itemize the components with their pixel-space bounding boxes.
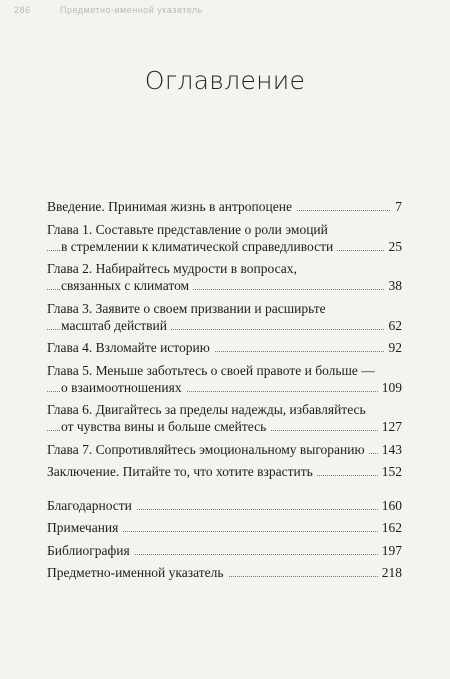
toc-entry-label: Благодарности	[47, 498, 136, 513]
toc-entry-page: 162	[378, 519, 402, 536]
toc-entry-page: 218	[378, 564, 402, 581]
toc-entry-label-cont: о взаимоотношениях	[61, 380, 186, 395]
toc-entry-label-cont: от чувства вины и больше смейтесь	[61, 419, 270, 434]
toc-entry-label: Глава 3. Заявите о своем призвании и расширьте	[47, 301, 330, 316]
toc-entry-conclusion[interactable]	[47, 463, 402, 480]
toc-entry-page: 38	[385, 277, 403, 294]
toc-entry-chapter-2[interactable]	[47, 260, 402, 294]
toc-entry-label: Глава 1. Составьте представление о роли эмоций	[47, 222, 332, 237]
toc-entry-page: 25	[385, 238, 403, 255]
toc-entry-label: Предметно-именной указатель	[47, 565, 228, 580]
toc-entry-page: 7	[391, 198, 402, 215]
running-title: Предметно-именной указатель	[60, 5, 203, 15]
toc-entry-label: Заключение. Питайте то, что хотите взрастить	[47, 464, 317, 479]
toc-entry-page: 160	[378, 497, 402, 514]
toc-entry-acknowledgements[interactable]	[47, 497, 402, 514]
toc-entry-page: 109	[378, 379, 402, 396]
toc-entry-label-cont: масштаб действий	[61, 318, 171, 333]
toc-entry-bibliography[interactable]	[47, 542, 402, 559]
toc-entry-page: 127	[378, 418, 402, 435]
page-title: Оглавление	[144, 66, 306, 95]
toc-entry-chapter-6[interactable]	[47, 401, 402, 435]
toc-entry-label: Примечания	[47, 520, 122, 535]
toc-entry-label-cont: связанных с климатом	[61, 278, 193, 293]
toc-entry-label: Глава 7. Сопротивляйтесь эмоциональному выгоранию	[47, 442, 369, 457]
toc-entry-label: Библиография	[47, 543, 134, 558]
toc-entry-label: Глава 2. Набирайтесь мудрости в вопросах,	[47, 261, 301, 276]
toc-entry-notes[interactable]	[47, 519, 402, 536]
toc-entry-chapter-3[interactable]	[47, 300, 402, 334]
toc-entry-label: Глава 5. Меньше заботьтесь о своей правоте и больше —	[47, 363, 379, 378]
toc-entry-chapter-7[interactable]	[47, 441, 402, 458]
toc-entry-label-cont: в стремлении к климатической справедливости	[61, 239, 337, 254]
toc-entry-chapter-5[interactable]	[47, 362, 402, 396]
toc-entry-label: Глава 6. Двигайтесь за пределы надежды, избавляйтесь	[47, 402, 370, 417]
toc-entry-page: 143	[378, 441, 402, 458]
toc-entry-page: 92	[385, 339, 403, 356]
toc-entry-introduction[interactable]	[47, 198, 402, 215]
toc-entry-chapter-1[interactable]	[47, 221, 402, 255]
page-header	[14, 2, 444, 18]
toc-entry-label: Глава 4. Взломайте историю	[47, 340, 214, 355]
table-of-contents	[47, 198, 402, 587]
toc-entry-page: 62	[385, 317, 403, 334]
toc-entry-page: 197	[378, 542, 402, 559]
toc-entry-label: Введение. Принимая жизнь в антропоцене	[47, 199, 296, 214]
toc-entry-chapter-4[interactable]	[47, 339, 402, 356]
toc-entry-index[interactable]	[47, 564, 402, 581]
page-number: 286	[14, 5, 31, 15]
toc-entry-page: 152	[378, 463, 402, 480]
